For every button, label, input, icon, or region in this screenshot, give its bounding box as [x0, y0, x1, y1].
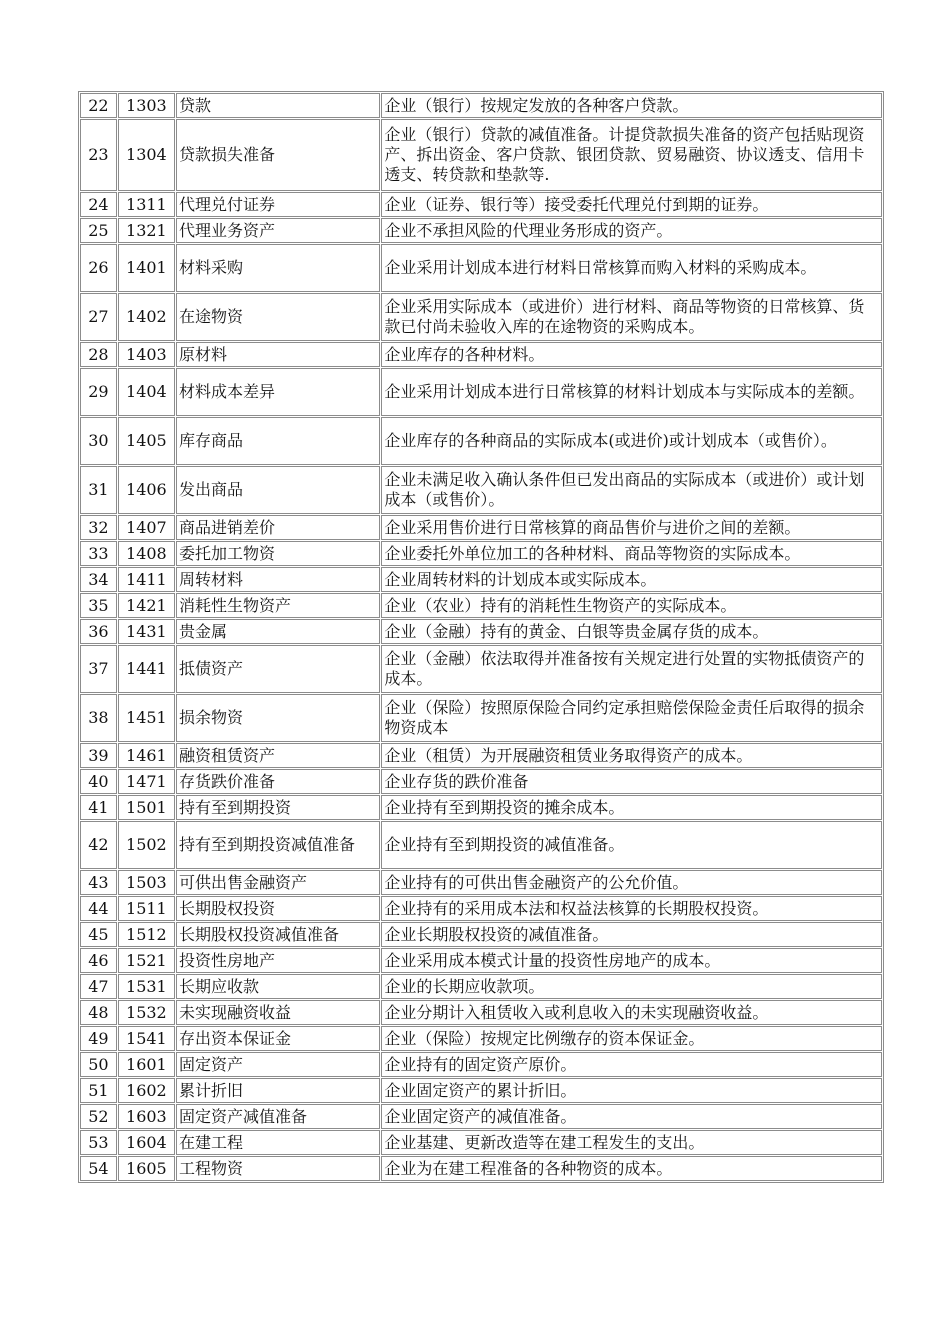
- account-name: 工程物资: [176, 1156, 380, 1181]
- row-number: 25: [80, 218, 117, 243]
- account-code: 1406: [118, 466, 175, 514]
- table-row: [80, 293, 882, 341]
- table-row: [80, 342, 882, 367]
- table-row: [80, 1130, 882, 1155]
- account-name: 抵债资产: [176, 645, 380, 693]
- account-code: 1431: [118, 619, 175, 644]
- account-description: 企业采用成本模式计量的投资性房地产的成本。: [381, 948, 882, 973]
- account-description: 企业（银行）按规定发放的各种客户贷款。: [381, 93, 882, 118]
- account-name: 固定资产减值准备: [176, 1104, 380, 1129]
- table-row: [80, 645, 882, 693]
- row-number: 50: [80, 1052, 117, 1077]
- account-name: 长期应收款: [176, 974, 380, 999]
- account-code: 1503: [118, 870, 175, 895]
- account-description: 企业为在建工程准备的各种物资的成本。: [381, 1156, 882, 1181]
- account-code: 1532: [118, 1000, 175, 1025]
- account-description: 企业委托外单位加工的各种材料、商品等物资的实际成本。: [381, 541, 882, 566]
- table-row: [80, 417, 882, 465]
- account-code: 1405: [118, 417, 175, 465]
- row-number: 49: [80, 1026, 117, 1051]
- account-code: 1411: [118, 567, 175, 592]
- row-number: 31: [80, 466, 117, 514]
- account-code: 1408: [118, 541, 175, 566]
- account-description: 企业持有的采用成本法和权益法核算的长期股权投资。: [381, 896, 882, 921]
- account-name: 投资性房地产: [176, 948, 380, 973]
- account-code: 1603: [118, 1104, 175, 1129]
- account-description: 企业（保险）按规定比例缴存的资本保证金。: [381, 1026, 882, 1051]
- row-number: 28: [80, 342, 117, 367]
- row-number: 23: [80, 119, 117, 191]
- account-name: 商品进销差价: [176, 515, 380, 540]
- account-code: 1531: [118, 974, 175, 999]
- account-code: 1311: [118, 192, 175, 217]
- table-row: [80, 119, 882, 191]
- account-description: 企业采用售价进行日常核算的商品售价与进价之间的差额。: [381, 515, 882, 540]
- account-code: 1421: [118, 593, 175, 618]
- table-row: [80, 948, 882, 973]
- table-row: [80, 541, 882, 566]
- account-code: 1541: [118, 1026, 175, 1051]
- table-row: [80, 218, 882, 243]
- account-description: 企业不承担风险的代理业务形成的资产。: [381, 218, 882, 243]
- account-description: 企业持有至到期投资的减值准备。: [381, 821, 882, 869]
- account-name: 长期股权投资: [176, 896, 380, 921]
- account-code: 1511: [118, 896, 175, 921]
- account-name: 在途物资: [176, 293, 380, 341]
- account-name: 融资租赁资产: [176, 743, 380, 768]
- account-code: 1451: [118, 694, 175, 742]
- account-description: 企业基建、更新改造等在建工程发生的支出。: [381, 1130, 882, 1155]
- account-name: 贵金属: [176, 619, 380, 644]
- row-number: 53: [80, 1130, 117, 1155]
- account-name: 材料采购: [176, 244, 380, 292]
- account-description: 企业（金融）持有的黄金、白银等贵金属存货的成本。: [381, 619, 882, 644]
- row-number: 40: [80, 769, 117, 794]
- table-row: [80, 769, 882, 794]
- account-name: 在建工程: [176, 1130, 380, 1155]
- table-row: [80, 1078, 882, 1103]
- account-description: 企业采用实际成本（或进价）进行材料、商品等物资的日常核算、货款已付尚未验收入库的在途物资的采购成本。: [381, 293, 882, 341]
- account-code: 1304: [118, 119, 175, 191]
- account-name: 持有至到期投资: [176, 795, 380, 820]
- table-row: [80, 821, 882, 869]
- account-name: 存货跌价准备: [176, 769, 380, 794]
- account-code: 1321: [118, 218, 175, 243]
- account-code: 1521: [118, 948, 175, 973]
- account-code: 1441: [118, 645, 175, 693]
- table-row: [80, 922, 882, 947]
- account-description: 企业采用计划成本进行材料日常核算而购入材料的采购成本。: [381, 244, 882, 292]
- table-row: [80, 593, 882, 618]
- account-description: 企业长期股权投资的减值准备。: [381, 922, 882, 947]
- account-code: 1401: [118, 244, 175, 292]
- table-row: [80, 870, 882, 895]
- row-number: 42: [80, 821, 117, 869]
- account-name: 贷款损失准备: [176, 119, 380, 191]
- row-number: 45: [80, 922, 117, 947]
- account-code: 1303: [118, 93, 175, 118]
- account-description: 企业分期计入租赁收入或利息收入的未实现融资收益。: [381, 1000, 882, 1025]
- account-description: 企业持有的固定资产原价。: [381, 1052, 882, 1077]
- account-code: 1605: [118, 1156, 175, 1181]
- account-description: 企业（租赁）为开展融资租赁业务取得资产的成本。: [381, 743, 882, 768]
- account-code: 1403: [118, 342, 175, 367]
- row-number: 26: [80, 244, 117, 292]
- row-number: 22: [80, 93, 117, 118]
- account-description: 企业库存的各种商品的实际成本(或进价)或计划成本（或售价）。: [381, 417, 882, 465]
- row-number: 30: [80, 417, 117, 465]
- account-name: 周转材料: [176, 567, 380, 592]
- table-row: [80, 1104, 882, 1129]
- row-number: 34: [80, 567, 117, 592]
- account-code: 1407: [118, 515, 175, 540]
- account-name: 累计折旧: [176, 1078, 380, 1103]
- row-number: 52: [80, 1104, 117, 1129]
- account-description: 企业固定资产的累计折旧。: [381, 1078, 882, 1103]
- table-row: [80, 896, 882, 921]
- account-description: 企业存货的跌价准备: [381, 769, 882, 794]
- account-code: 1602: [118, 1078, 175, 1103]
- row-number: 24: [80, 192, 117, 217]
- account-description: 企业周转材料的计划成本或实际成本。: [381, 567, 882, 592]
- account-description: 企业（农业）持有的消耗性生物资产的实际成本。: [381, 593, 882, 618]
- table-row: [80, 515, 882, 540]
- table-row: [80, 466, 882, 514]
- account-code: 1404: [118, 368, 175, 416]
- table-row: [80, 743, 882, 768]
- account-description: 企业（银行）贷款的减值准备。计提贷款损失准备的资产包括贴现资产、拆出资金、客户贷款、银团贷款、贸易融资、协议透支、信用卡透支、转贷款和垫款等.: [381, 119, 882, 191]
- account-name: 代理兑付证券: [176, 192, 380, 217]
- row-number: 46: [80, 948, 117, 973]
- table-row: [80, 192, 882, 217]
- table-row: [80, 567, 882, 592]
- account-name: 可供出售金融资产: [176, 870, 380, 895]
- table-row: [80, 368, 882, 416]
- row-number: 36: [80, 619, 117, 644]
- table-row: [80, 1026, 882, 1051]
- row-number: 33: [80, 541, 117, 566]
- row-number: 32: [80, 515, 117, 540]
- account-name: 代理业务资产: [176, 218, 380, 243]
- account-description: 企业未满足收入确认条件但已发出商品的实际成本（或进价）或计划成本（或售价）。: [381, 466, 882, 514]
- table-row: [80, 694, 882, 742]
- account-name: 固定资产: [176, 1052, 380, 1077]
- row-number: 47: [80, 974, 117, 999]
- table-row: [80, 93, 882, 118]
- account-name: 发出商品: [176, 466, 380, 514]
- row-number: 54: [80, 1156, 117, 1181]
- account-code: 1601: [118, 1052, 175, 1077]
- account-code: 1461: [118, 743, 175, 768]
- account-code: 1604: [118, 1130, 175, 1155]
- account-name: 委托加工物资: [176, 541, 380, 566]
- row-number: 27: [80, 293, 117, 341]
- account-description: 企业持有的可供出售金融资产的公允价值。: [381, 870, 882, 895]
- row-number: 35: [80, 593, 117, 618]
- account-name: 库存商品: [176, 417, 380, 465]
- row-number: 51: [80, 1078, 117, 1103]
- table-row: [80, 1052, 882, 1077]
- account-name: 未实现融资收益: [176, 1000, 380, 1025]
- account-description: 企业采用计划成本进行日常核算的材料计划成本与实际成本的差额。: [381, 368, 882, 416]
- row-number: 43: [80, 870, 117, 895]
- account-description: 企业库存的各种材料。: [381, 342, 882, 367]
- accounts-table-body: [80, 93, 882, 1181]
- row-number: 38: [80, 694, 117, 742]
- account-code: 1471: [118, 769, 175, 794]
- account-name: 持有至到期投资减值准备: [176, 821, 380, 869]
- account-name: 存出资本保证金: [176, 1026, 380, 1051]
- table-row: [80, 795, 882, 820]
- table-row: [80, 1156, 882, 1181]
- table-row: [80, 619, 882, 644]
- account-code: 1502: [118, 821, 175, 869]
- row-number: 48: [80, 1000, 117, 1025]
- account-name: 损余物资: [176, 694, 380, 742]
- account-description: 企业持有至到期投资的摊余成本。: [381, 795, 882, 820]
- account-name: 消耗性生物资产: [176, 593, 380, 618]
- account-description: 企业固定资产的减值准备。: [381, 1104, 882, 1129]
- account-name: 长期股权投资减值准备: [176, 922, 380, 947]
- account-description: 企业（保险）按照原保险合同约定承担赔偿保险金责任后取得的损余物资成本: [381, 694, 882, 742]
- table-row: [80, 1000, 882, 1025]
- row-number: 39: [80, 743, 117, 768]
- row-number: 41: [80, 795, 117, 820]
- table-row: [80, 244, 882, 292]
- account-code: 1402: [118, 293, 175, 341]
- accounts-table: [78, 91, 884, 1183]
- account-code: 1501: [118, 795, 175, 820]
- row-number: 29: [80, 368, 117, 416]
- account-description: 企业的长期应收款项。: [381, 974, 882, 999]
- account-name: 材料成本差异: [176, 368, 380, 416]
- account-description: 企业（金融）依法取得并准备按有关规定进行处置的实物抵债资产的成本。: [381, 645, 882, 693]
- row-number: 37: [80, 645, 117, 693]
- account-code: 1512: [118, 922, 175, 947]
- account-name: 原材料: [176, 342, 380, 367]
- account-name: 贷款: [176, 93, 380, 118]
- row-number: 44: [80, 896, 117, 921]
- account-description: 企业（证券、银行等）接受委托代理兑付到期的证券。: [381, 192, 882, 217]
- table-row: [80, 974, 882, 999]
